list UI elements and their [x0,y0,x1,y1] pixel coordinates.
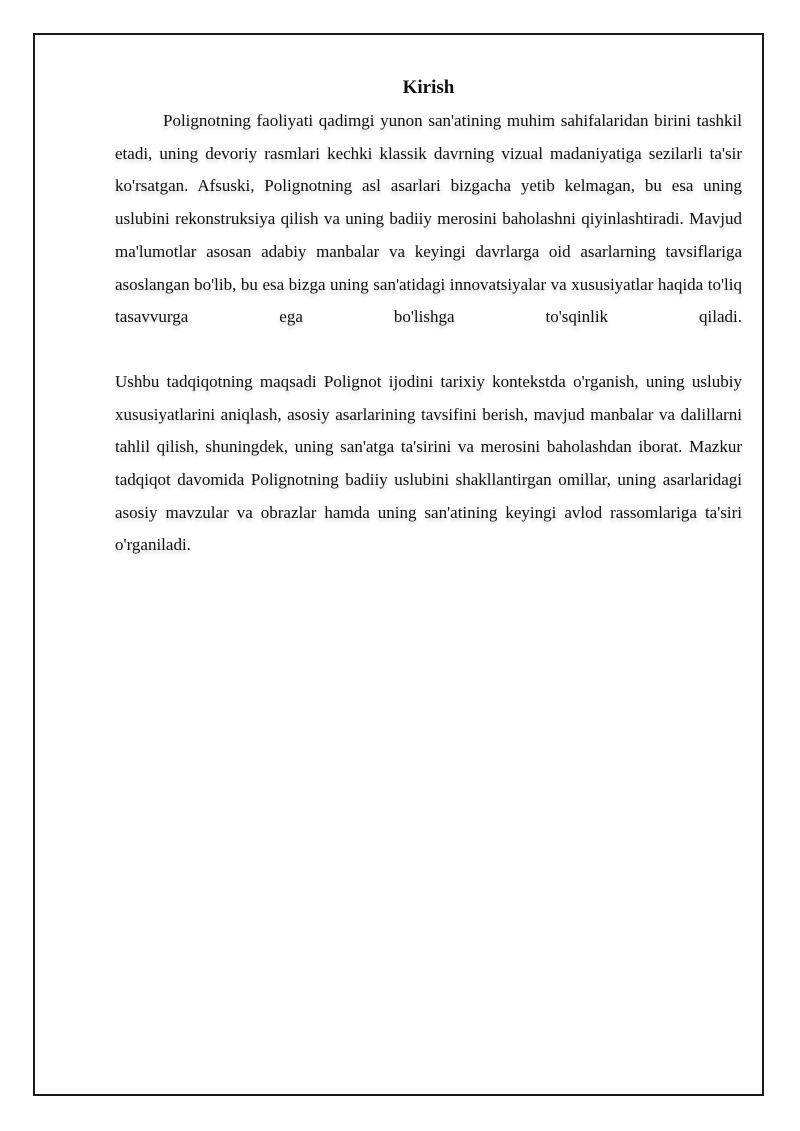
intro-paragraph: Polignotning faoliyati qadimgi yunon san'atining muhim sahifalaridan birini tashkil etadi, uning devoriy rasmlari kechki klassik davrning vizual madaniyatiga sezilarli ta'sir ko'rsatgan. Afsuski, Polignotning asl asarlari bizgacha yetib kelmagan, bu esa uning uslubini rekonstruksiya qilish va uning badiiy merosini baholashni qiyinlashtiradi. Mavjud ma'lumotlar asosan adabiy manbalar va keyingi davrlarga oid asarlarning tavsiflariga asoslangan bo'lib, bu esa bizga uning san'atidagi innovatsiyalar va xususiyatlar haqida to'liq tasavvurga ega bo'lishga to'sqinlik qiladi. [115,111,742,327]
document-body [115,75,742,562]
aim-paragraph: Ushbu tadqiqotning maqsadi Polignot ijodini tarixiy kontekstda o'rganish, uning uslubiy xususiyatlarini aniqlash, asosiy asarlarining tavsifini berish, mavjud manbalar va dalillarni tahlil qilish, shuningdek, uning san'atga ta'sirini va merosini baholashdan iborat. Mazkur tadqiqot davomida Polignotning badiiy uslubini shakllantirgan omillar, uning asarlaridagi asosiy mavzular va obrazlar hamda uning san'atining keyingi avlod rassomlariga ta'siri o'rganiladi. [115,371,742,555]
paragraph-gap [115,334,742,366]
section-heading: Kirish [402,77,455,98]
